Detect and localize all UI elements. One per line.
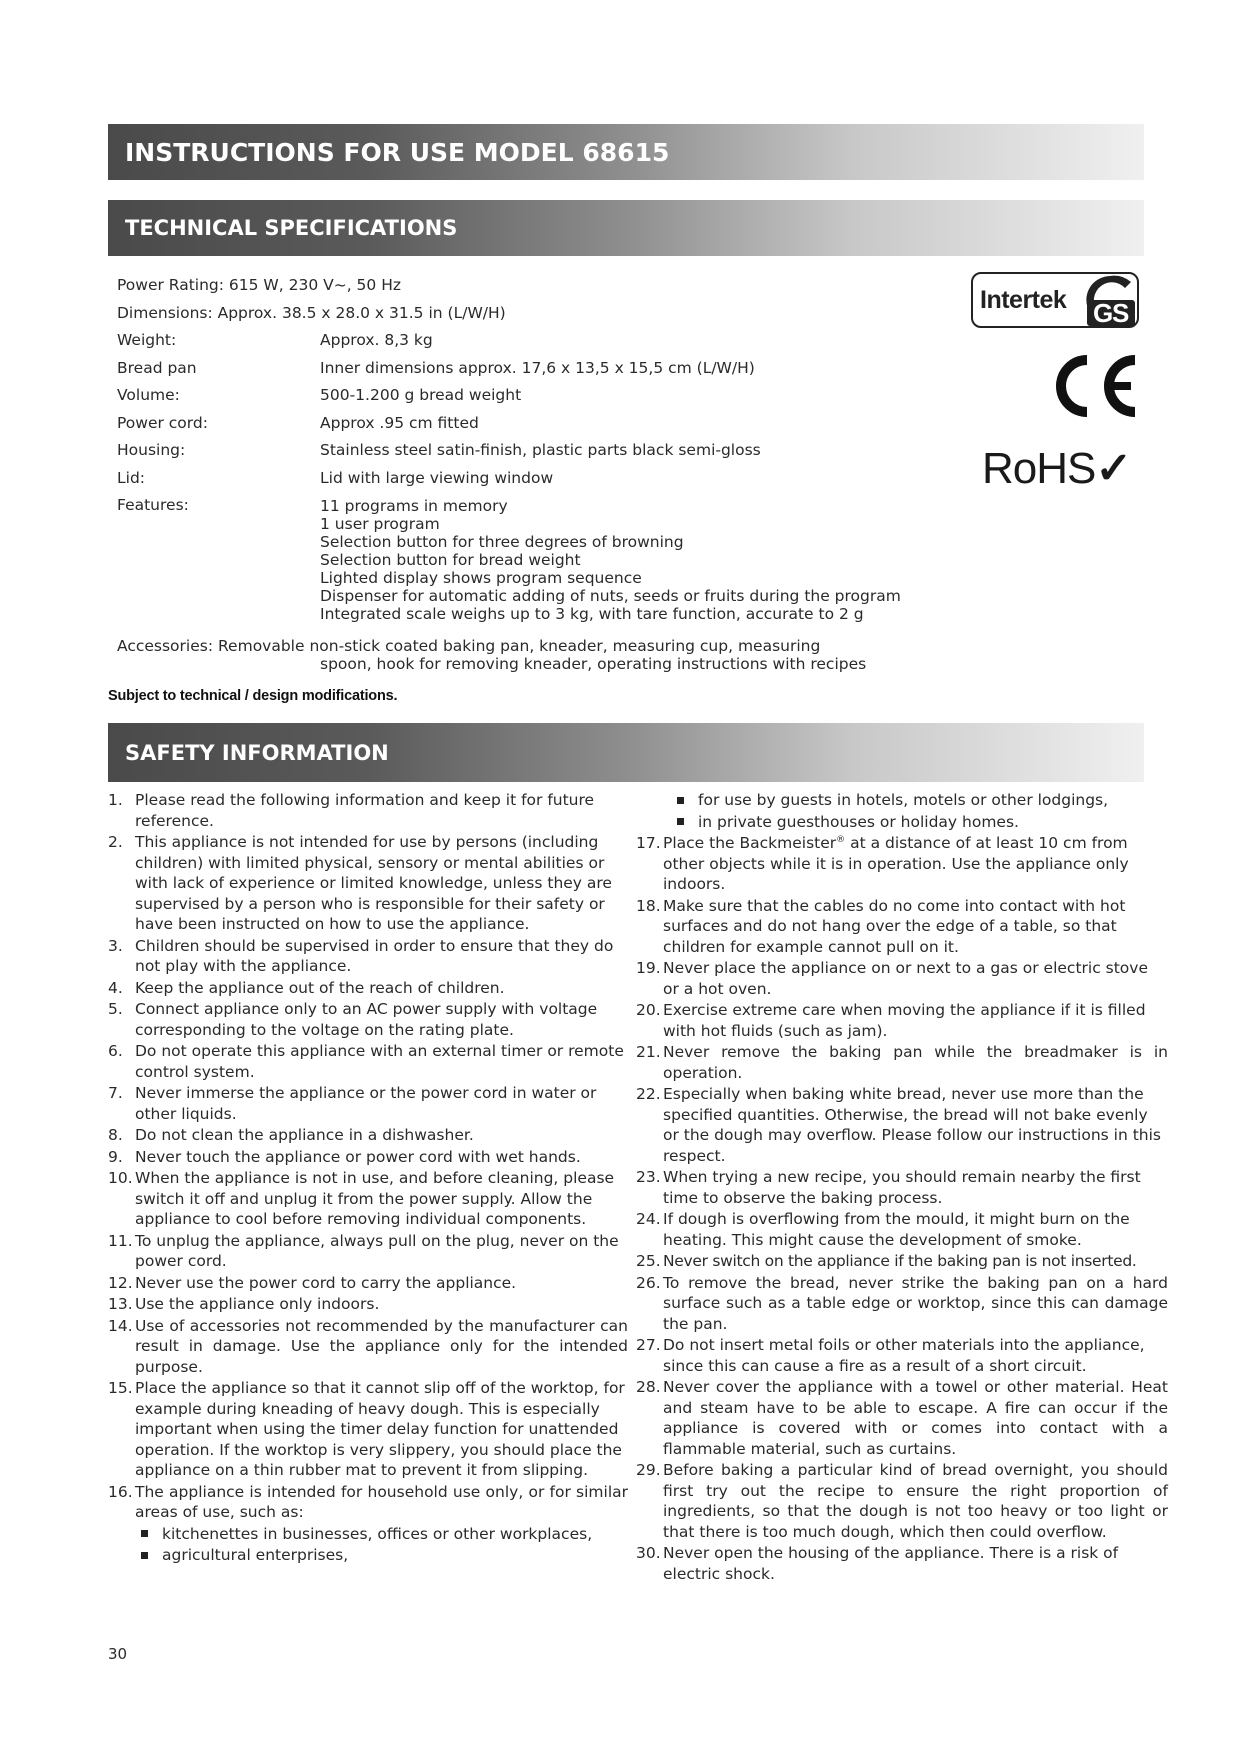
spec-row xyxy=(117,465,937,493)
item-text: Place the appliance so that it cannot slip off of the worktop, for example during kneading of heavy dough. This is especially important when using the timer delay function for unattended operation. If the worktop is very slippery, you should place the appliance on a thin rubber mat to prevent it from slipping. xyxy=(135,1379,625,1479)
bullet-text: for use by guests in hotels, motels or other lodgings, xyxy=(698,791,1109,809)
item-text: Do not operate this appliance with an external timer or remote control system. xyxy=(135,1042,624,1081)
item-text: Keep the appliance out of the reach of children. xyxy=(135,978,505,997)
feature-item: Selection button for bread weight xyxy=(320,551,581,569)
list-item xyxy=(636,958,1168,999)
item-text: When the appliance is not in use, and before cleaning, please switch it off and unplug it from the power supply. Allow the appliance to cool before removing individual components. xyxy=(135,1169,615,1228)
square-bullet-icon xyxy=(138,1524,150,1544)
item-number: 18. xyxy=(636,896,661,915)
item-number: 27. xyxy=(636,1336,661,1354)
item-number: 26. xyxy=(636,1273,661,1292)
tech-specs-heading: TECHNICAL SPECIFICATIONS xyxy=(125,216,458,240)
bullet-item xyxy=(108,1524,628,1545)
item-text: Exercise extreme care when moving the appliance if it is filled with hot fluids (such as jam). xyxy=(663,1001,1146,1040)
feature-item: Selection button for three degrees of browning xyxy=(320,533,684,551)
spec-row xyxy=(117,410,937,438)
square-bullet-icon xyxy=(674,790,686,810)
item-text: Use of accessories not recommended by the manufacturer can result in damage. Use the appliance only for the intended purpose. xyxy=(135,1316,628,1376)
intertek-logo xyxy=(971,272,1139,328)
list-item xyxy=(636,1000,1168,1041)
list-item xyxy=(108,936,628,977)
list-item xyxy=(108,1083,628,1124)
feature-item: 1 user program xyxy=(320,515,440,533)
list-item xyxy=(108,1147,628,1168)
safety-heading: SAFETY INFORMATION xyxy=(125,740,389,765)
list-item xyxy=(108,1125,628,1146)
accessories-line: spoon, hook for removing kneader, operating instructions with recipes xyxy=(320,655,867,673)
item-text: If dough is overflowing from the mould, it might burn on the heating. This might cause the development of smoke. xyxy=(663,1210,1130,1249)
item-text: Never cover the appliance with a towel or other material. Heat and steam have to be able to escape. A fire can occur if the appliance is covered with or comes into contact with a flammable material, such as curtains. xyxy=(663,1378,1168,1458)
gs-mark-icon xyxy=(1079,270,1141,330)
features-label: Features: xyxy=(117,496,189,514)
features-list xyxy=(320,492,937,623)
item-text xyxy=(663,833,1168,895)
item-number: 15. xyxy=(108,1379,133,1397)
spec-value: Lid with large viewing window xyxy=(320,468,554,487)
item-number: 23. xyxy=(636,1168,661,1186)
list-item xyxy=(636,1273,1168,1335)
accessories xyxy=(117,637,866,673)
rohs-text: RoHS xyxy=(982,444,1096,493)
main-title-banner xyxy=(108,124,1144,180)
item-number: 1. xyxy=(108,791,123,809)
item-number: 17. xyxy=(636,834,661,852)
bullet-item xyxy=(636,790,1168,811)
spec-row xyxy=(117,327,937,355)
bullet-text: kitchenettes in businesses, offices or other workplaces, xyxy=(162,1524,593,1543)
item-text: Connect appliance only to an AC power supply with voltage corresponding to the voltage on the rating plate. xyxy=(135,1000,598,1039)
item-number: 7. xyxy=(108,1084,123,1102)
list-item xyxy=(108,1482,628,1523)
svg-text:G: G xyxy=(1093,298,1114,328)
tech-specs xyxy=(117,272,937,623)
list-item xyxy=(636,1460,1168,1542)
item-text: Never use the power cord to carry the appliance. xyxy=(135,1273,517,1292)
item-number: 10. xyxy=(108,1169,133,1187)
item-text: When trying a new recipe, you should remain nearby the first time to observe the baking process. xyxy=(663,1168,1141,1207)
item-text: Never remove the baking pan while the breadmaker is in operation. xyxy=(663,1043,1168,1082)
list-item xyxy=(108,1168,628,1230)
item-number: 8. xyxy=(108,1126,123,1144)
item-number: 4. xyxy=(108,978,123,997)
feature-item: Integrated scale weighs up to 3 kg, with tare function, accurate to 2 g xyxy=(320,605,864,623)
item-number: 11. xyxy=(108,1231,133,1250)
item-text: To unplug the appliance, always pull on the plug, never on the power cord. xyxy=(135,1231,619,1270)
item-text: Never open the housing of the appliance. There is a risk of electric shock. xyxy=(663,1544,1119,1583)
bullet-item xyxy=(636,812,1168,833)
item-number: 12. xyxy=(108,1273,133,1292)
item-text: This appliance is not intended for use by persons (including children) with limited physical, sensory or mental abilities or with lack of experience or limited knowledge, unless they are supervised by a person who is responsible for their safety or have been instructed on how to use the appliance. xyxy=(135,833,612,933)
item-text: Children should be supervised in order to ensure that they do not play with the appliance. xyxy=(135,936,614,975)
item-number: 16. xyxy=(108,1482,133,1501)
item-text-part: at a distance of at least 10 cm from other objects while it is in operation. Use the appliance only indoors. xyxy=(663,834,1129,893)
feature-item: Lighted display shows program sequence xyxy=(320,569,642,587)
item-text: Use the appliance only indoors. xyxy=(135,1295,380,1313)
list-item xyxy=(636,1167,1168,1208)
spec-value: Inner dimensions approx. 17,6 x 13,5 x 15,5 cm (L/W/H) xyxy=(320,358,755,377)
item-text: Before baking a particular kind of bread overnight, you should first try out the recipe to ensure the right proportion of ingredients, so that the dough is not too heavy or too light or that there is too much dough, which then could overflow. xyxy=(663,1461,1168,1541)
list-item xyxy=(636,1377,1168,1459)
item-text-part: Place the Backmeister xyxy=(663,834,837,852)
rohs-logo xyxy=(982,443,1131,494)
item-number: 6. xyxy=(108,1042,123,1060)
list-item xyxy=(636,833,1168,895)
item-text: Do not insert metal foils or other materials into the appliance, since this can cause a fire as a result of a short circuit. xyxy=(663,1336,1145,1375)
list-item xyxy=(636,1335,1168,1376)
safety-column-right xyxy=(636,790,1168,1585)
item-text: Never switch on the appliance if the baking pan is not inserted. xyxy=(663,1252,1137,1270)
spec-label: Weight: xyxy=(117,331,177,349)
item-number: 21. xyxy=(636,1043,661,1061)
bullet-text: agricultural enterprises, xyxy=(162,1546,349,1564)
svg-text:S: S xyxy=(1112,298,1130,328)
item-number: 22. xyxy=(636,1085,661,1103)
square-bullet-icon xyxy=(674,812,686,832)
item-number: 29. xyxy=(636,1461,661,1479)
item-text: Do not clean the appliance in a dishwasher. xyxy=(135,1126,474,1144)
square-bullet-icon xyxy=(138,1545,150,1565)
page-number: 30 xyxy=(108,1645,128,1663)
list-item xyxy=(636,896,1168,958)
certification-logos xyxy=(965,270,1150,510)
item-number: 25. xyxy=(636,1252,661,1270)
safety-banner xyxy=(108,723,1144,782)
list-item xyxy=(108,1273,628,1294)
list-item xyxy=(636,1042,1168,1083)
tech-specs-banner xyxy=(108,200,1144,256)
power-rating: Power Rating: 615 W, 230 V~, 50 Hz xyxy=(117,276,402,294)
item-number: 14. xyxy=(108,1316,133,1335)
intertek-logo-text: Intertek xyxy=(980,285,1067,314)
item-number: 19. xyxy=(636,959,661,977)
ce-mark-icon xyxy=(1047,352,1142,420)
item-number: 13. xyxy=(108,1295,133,1313)
spec-row xyxy=(117,437,937,465)
spec-value: Stainless steel satin-finish, plastic parts black semi-gloss xyxy=(320,441,761,459)
list-item xyxy=(636,1084,1168,1166)
list-item xyxy=(636,1251,1168,1272)
item-number: 5. xyxy=(108,1000,123,1018)
item-text: Never touch the appliance or power cord with wet hands. xyxy=(135,1147,581,1166)
spec-label: Housing: xyxy=(117,441,186,459)
list-item xyxy=(636,1543,1168,1584)
spec-row xyxy=(117,355,937,383)
bullet-text: in private guesthouses or holiday homes. xyxy=(698,812,1019,831)
item-number: 30. xyxy=(636,1544,661,1562)
list-item xyxy=(108,1041,628,1082)
list-item xyxy=(108,1231,628,1272)
spec-label: Power cord: xyxy=(117,413,208,432)
feature-item: Dispenser for automatic adding of nuts, seeds or fruits during the program xyxy=(320,587,901,605)
list-item xyxy=(636,1209,1168,1250)
item-text: Make sure that the cables do no come into contact with hot surfaces and do not hang over the edge of a table, so that children for example cannot pull on it. xyxy=(663,896,1126,956)
feature-item: 11 programs in memory xyxy=(320,497,508,515)
item-text: To remove the bread, never strike the baking pan on a hard surface such as a table edge or worktop, since this can damage the pan. xyxy=(663,1273,1168,1333)
spec-label: Volume: xyxy=(117,386,180,404)
accessories-line: Accessories: Removable non-stick coated baking pan, kneader, measuring cup, measuring xyxy=(117,637,821,655)
safety-column-left xyxy=(108,790,628,1567)
page-title: INSTRUCTIONS FOR USE MODEL 68615 xyxy=(125,137,670,167)
item-text: The appliance is intended for household use only, or for similar areas of use, such as: xyxy=(135,1482,628,1521)
item-number: 9. xyxy=(108,1147,123,1166)
item-text: Never place the appliance on or next to a gas or electric stove or a hot oven. xyxy=(663,959,1148,998)
item-text: Never immerse the appliance or the power cord in water or other liquids. xyxy=(135,1084,597,1123)
rohs-check-icon: ✓ xyxy=(1095,444,1132,493)
item-text: Please read the following information and keep it for future reference. xyxy=(135,791,595,830)
spec-value: Approx. 8,3 kg xyxy=(320,331,433,349)
item-number: 24. xyxy=(636,1210,661,1228)
list-item xyxy=(108,832,628,935)
spec-label: Lid: xyxy=(117,468,146,487)
list-item xyxy=(108,1316,628,1378)
spec-value: Approx .95 cm fitted xyxy=(320,413,479,432)
list-item xyxy=(108,790,628,831)
modifications-note: Subject to technical / design modifications. xyxy=(108,688,398,704)
item-number: 20. xyxy=(636,1001,661,1019)
bullet-item xyxy=(108,1545,628,1566)
list-item xyxy=(108,1378,628,1481)
registered-mark: ® xyxy=(836,834,846,845)
item-text: Especially when baking white bread, never use more than the specified quantities. Otherwise, the bread will not bake evenly or the dough may overflow. Please follow our instructions in this respect. xyxy=(663,1085,1162,1165)
item-number: 28. xyxy=(636,1378,661,1396)
list-item xyxy=(108,1294,628,1315)
dimensions: Dimensions: Approx. 38.5 x 28.0 x 31.5 in (L/W/H) xyxy=(117,303,506,322)
list-item xyxy=(108,978,628,999)
spec-value: 500-1.200 g bread weight xyxy=(320,386,522,404)
list-item xyxy=(108,999,628,1040)
features-row xyxy=(117,492,937,623)
item-number: 3. xyxy=(108,936,123,955)
spec-label: Bread pan xyxy=(117,358,197,377)
spec-row xyxy=(117,382,937,410)
item-number: 2. xyxy=(108,833,123,851)
